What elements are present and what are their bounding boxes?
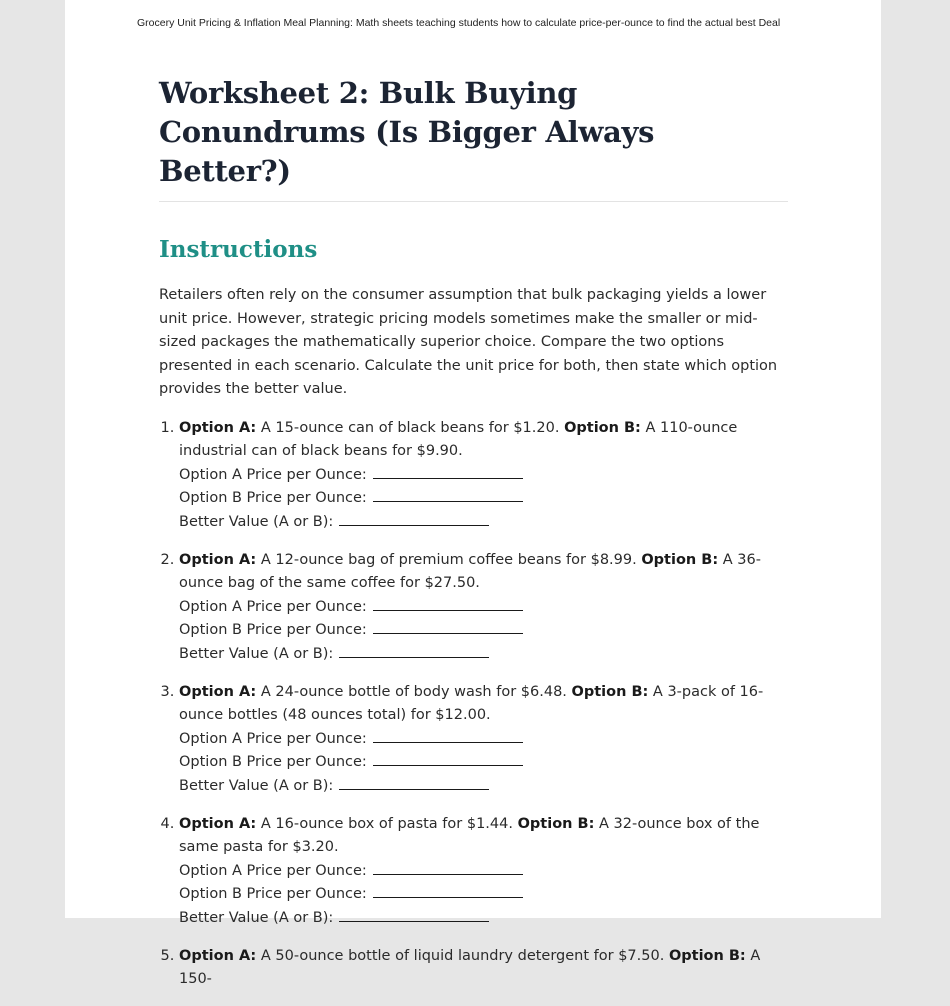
- option-a-text: A 24-ounce bottle of body wash for $6.48.: [260, 683, 567, 700]
- option-b-label: Option B:: [668, 947, 746, 964]
- answer-blank[interactable]: [373, 885, 523, 898]
- answer-blank[interactable]: [373, 598, 523, 611]
- answer-row-better: [179, 775, 788, 799]
- option-b-label: Option B:: [564, 419, 641, 436]
- answer-row-a-price: [179, 464, 788, 488]
- answer-blank[interactable]: [339, 777, 489, 790]
- answer-blank[interactable]: [373, 489, 523, 502]
- answer-label: Option B Price per Ounce:: [179, 490, 367, 506]
- option-a-label: Option A:: [179, 683, 257, 700]
- answer-row-b-price: [179, 487, 788, 511]
- worksheet-content: [159, 74, 788, 1006]
- answer-label: Better Value (A or B):: [179, 777, 334, 794]
- answer-label: Better Value (A or B):: [179, 513, 334, 530]
- option-a-text: A 15-ounce can of black beans for $1.20.: [260, 419, 560, 436]
- answer-row-a-price: [179, 860, 788, 884]
- option-b-text: A 32-ounce box of the same pasta for $3.20.: [179, 815, 760, 855]
- option-a-text: A 50-ounce bottle of liquid laundry detergent for $7.50.: [260, 947, 665, 964]
- answer-row-b-price: [179, 751, 788, 775]
- option-b-text: A 110-ounce industrial can of black beans for $9.90.: [179, 419, 738, 459]
- answer-row-a-price: [179, 728, 788, 752]
- answer-row-b-price: [179, 619, 788, 643]
- option-b-label: Option B:: [641, 551, 719, 568]
- problem-item-5: [179, 945, 788, 992]
- answer-label: Option A Price per Ounce:: [179, 862, 367, 879]
- instructions-paragraph: Retailers often rely on the consumer assumption that bulk packaging yields a lower unit price. However, strategic pricing models sometimes make the smaller or mid-sized packages the mathematically superior choice. Compare the two options presented in each scenario. Calculate the unit price for both, then state which option provides the better value.: [159, 287, 778, 397]
- answer-blank[interactable]: [373, 730, 523, 743]
- option-a-text: A 16-ounce box of pasta for $1.44.: [260, 815, 513, 832]
- option-b-text: A 36-ounce bag of the same coffee for $27.50.: [179, 551, 761, 591]
- answer-blank[interactable]: [339, 513, 489, 526]
- answer-label: Better Value (A or B):: [179, 909, 334, 926]
- answer-label: Option B Price per Ounce:: [179, 622, 367, 638]
- answer-blank[interactable]: [339, 909, 489, 922]
- answer-blank[interactable]: [339, 645, 489, 658]
- answer-label: Option A Price per Ounce:: [179, 466, 367, 483]
- answer-label: Option A Price per Ounce:: [179, 598, 367, 615]
- running-header: Grocery Unit Pricing & Inflation Meal Planning: Math sheets teaching students how to calculate price-per-ounce to find the actual best Deal: [137, 17, 781, 29]
- option-a-label: Option A:: [179, 419, 257, 436]
- document-page: [65, 0, 881, 987]
- option-a-text: A 12-ounce bag of premium coffee beans for $8.99.: [260, 551, 637, 568]
- worksheet-title: Worksheet 2: Bulk Buying Conundrums (Is Bigger Always Better?): [159, 74, 788, 202]
- problem-item-3: [179, 681, 788, 799]
- option-a-label: Option A:: [179, 815, 257, 832]
- answer-blank[interactable]: [373, 466, 523, 479]
- answer-label: Option B Price per Ounce:: [179, 754, 367, 770]
- answer-blank[interactable]: [373, 621, 523, 634]
- answer-row-better: [179, 907, 788, 931]
- problem-item-1: [179, 417, 788, 535]
- answer-row-b-price: [179, 883, 788, 907]
- answer-row-better: [179, 511, 788, 535]
- answer-label: Better Value (A or B):: [179, 645, 334, 662]
- option-b-text: A 3-pack of 16-ounce bottles (48 ounces total) for $12.00.: [179, 683, 764, 723]
- option-b-label: Option B:: [517, 815, 595, 832]
- problem-item-2: [179, 549, 788, 667]
- instructions-heading: Instructions: [159, 236, 318, 263]
- answer-label: Option B Price per Ounce:: [179, 886, 367, 902]
- problem-list: [159, 417, 788, 992]
- answer-blank[interactable]: [373, 862, 523, 875]
- answer-blank[interactable]: [373, 753, 523, 766]
- answer-row-better: [179, 643, 788, 667]
- option-b-text: A 150-: [179, 947, 761, 987]
- option-b-label: Option B:: [571, 683, 649, 700]
- problem-item-4: [179, 813, 788, 931]
- answer-row-a-price: [179, 596, 788, 620]
- option-a-label: Option A:: [179, 551, 257, 568]
- option-a-label: Option A:: [179, 947, 257, 964]
- answer-label: Option A Price per Ounce:: [179, 730, 367, 747]
